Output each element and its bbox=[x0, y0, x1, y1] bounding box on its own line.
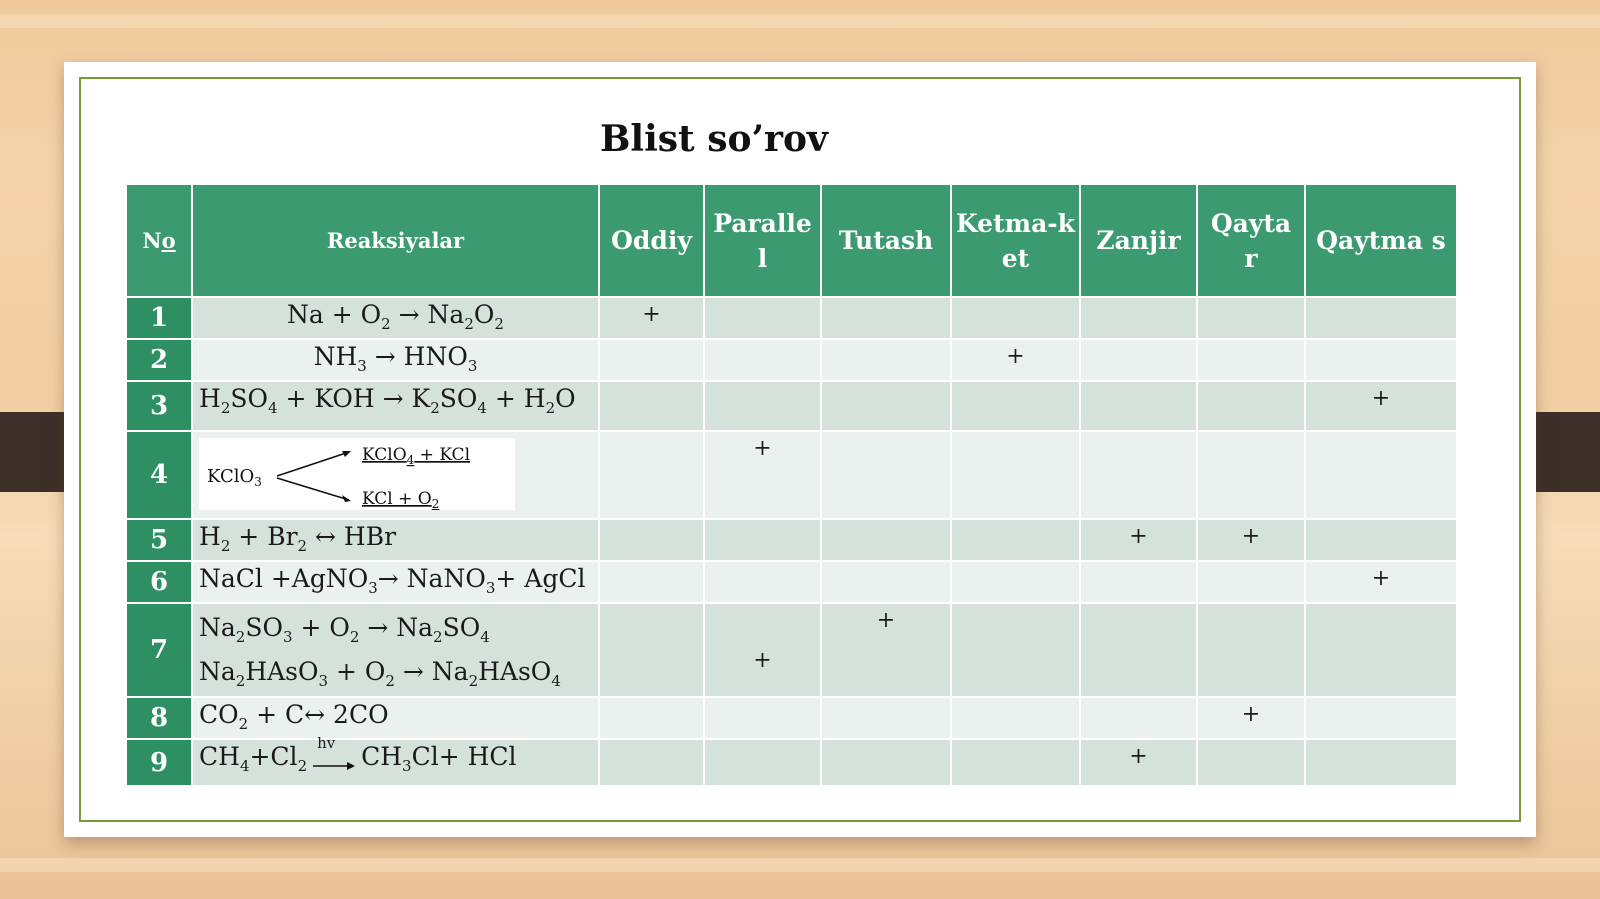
mark-cell-parallel bbox=[704, 339, 821, 381]
mark-cell-simple bbox=[599, 603, 704, 697]
mark-cell-simple bbox=[599, 431, 704, 519]
mark-cell-reversible bbox=[1197, 519, 1305, 561]
mark-cell-reversibles bbox=[1305, 561, 1457, 603]
reaction-cell bbox=[192, 381, 599, 431]
plus-mark: + bbox=[753, 648, 772, 673]
mark-cell-consecutive bbox=[821, 431, 951, 519]
header-consecutive: Tutash bbox=[821, 185, 951, 297]
mark-cell-simple bbox=[599, 697, 704, 739]
mark-cell-reversible bbox=[1197, 381, 1305, 431]
mark-cell-reversibles bbox=[1305, 339, 1457, 381]
mark-cell-parallel bbox=[704, 431, 821, 519]
table-row bbox=[127, 603, 1457, 697]
mark-cell-reversible bbox=[1197, 339, 1305, 381]
reaction-right-side: $CH_3Cl+$ HCl bbox=[361, 742, 517, 775]
mark-cell-reversibles bbox=[1305, 297, 1457, 339]
mark-cell-sequential bbox=[951, 561, 1080, 603]
mark-cell-reversible bbox=[1197, 431, 1305, 519]
mark-cell-consecutive bbox=[821, 603, 951, 697]
mark-cell-chain bbox=[1080, 561, 1197, 603]
branch-arrow-top bbox=[277, 452, 349, 476]
mark-cell-simple bbox=[599, 519, 704, 561]
mark-cell-simple bbox=[599, 339, 704, 381]
mark-cell-consecutive bbox=[821, 519, 951, 561]
mark-cell-reversible bbox=[1197, 297, 1305, 339]
reaction-equation: $Na_2SO_3 + O_2 \to Na_2SO_4$ bbox=[199, 613, 490, 646]
mark-cell-reversibles bbox=[1305, 603, 1457, 697]
mark-cell-sequential bbox=[951, 739, 1080, 785]
table-header-row bbox=[127, 185, 1457, 297]
row-number: 8 bbox=[127, 697, 192, 739]
row-number: 2 bbox=[127, 339, 192, 381]
reaction-equation: $Na + O_2 \to Na_2O_2$ bbox=[287, 300, 504, 333]
row-number: 7 bbox=[127, 603, 192, 697]
mark-cell-consecutive bbox=[821, 381, 951, 431]
mark-cell-parallel bbox=[704, 603, 821, 697]
header-reversibles: Qaytma s bbox=[1305, 185, 1457, 297]
bottom-products-label: KCl + $O_2$ bbox=[362, 489, 440, 510]
mark-cell-reversible bbox=[1197, 739, 1305, 785]
plus-mark: + bbox=[1129, 524, 1148, 549]
reaction-left-side: $CH_4+Cl_2$ bbox=[199, 742, 308, 775]
mark-cell-consecutive bbox=[821, 697, 951, 739]
row-number: 6 bbox=[127, 561, 192, 603]
mark-cell-parallel bbox=[704, 381, 821, 431]
header-no: No bbox=[127, 185, 192, 297]
reaction-equation: $H_2 + Br_2$ ↔ HBr bbox=[199, 522, 397, 555]
plus-mark: + bbox=[876, 608, 896, 633]
mark-cell-reversibles bbox=[1305, 381, 1457, 431]
reaction-cell bbox=[192, 339, 599, 381]
slide-title: Blist so’rov bbox=[600, 118, 828, 160]
row-number: 4 bbox=[127, 431, 192, 519]
table-row bbox=[127, 519, 1457, 561]
reaction-cell bbox=[192, 431, 599, 519]
plus-mark: + bbox=[1241, 702, 1261, 727]
mark-cell-simple bbox=[599, 297, 704, 339]
reaction-equation: $NH_3 \to HNO_3$ bbox=[313, 342, 478, 375]
header-chain: Zanjir bbox=[1080, 185, 1197, 297]
reactant-label: KClO$_3$ bbox=[207, 466, 262, 489]
table-row bbox=[127, 431, 1457, 519]
mark-cell-simple bbox=[599, 739, 704, 785]
header-reactions: Reaksiyalar bbox=[192, 185, 599, 297]
mark-cell-reversible bbox=[1197, 697, 1305, 739]
mark-cell-sequential bbox=[951, 519, 1080, 561]
mark-cell-sequential bbox=[951, 697, 1080, 739]
row-number: 5 bbox=[127, 519, 192, 561]
mark-cell-sequential bbox=[951, 431, 1080, 519]
mark-cell-parallel bbox=[704, 519, 821, 561]
mark-cell-sequential bbox=[951, 381, 1080, 431]
reactions-table bbox=[127, 185, 1458, 785]
mark-cell-parallel bbox=[704, 561, 821, 603]
mark-cell-reversibles bbox=[1305, 697, 1457, 739]
reaction-condition: hv bbox=[317, 733, 336, 752]
mark-cell-chain bbox=[1080, 519, 1197, 561]
mark-cell-parallel bbox=[704, 697, 821, 739]
mark-cell-simple bbox=[599, 561, 704, 603]
plus-mark: + bbox=[1371, 386, 1391, 411]
row-number: 3 bbox=[127, 381, 192, 431]
mark-cell-chain bbox=[1080, 431, 1197, 519]
table-row bbox=[127, 339, 1457, 381]
mark-cell-chain bbox=[1080, 603, 1197, 697]
reaction-cell bbox=[192, 519, 599, 561]
mark-cell-consecutive bbox=[821, 739, 951, 785]
light-condition-arrow bbox=[311, 733, 357, 772]
header-sequential: Ketma-ket bbox=[951, 185, 1080, 297]
top-products-label: KClO$_4$ + KCl bbox=[362, 445, 471, 467]
plus-mark: + bbox=[642, 302, 661, 327]
mark-cell-reversible bbox=[1197, 603, 1305, 697]
header-parallel: Paralle l bbox=[704, 185, 821, 297]
mark-cell-parallel bbox=[704, 739, 821, 785]
mark-cell-sequential bbox=[951, 297, 1080, 339]
header-simple: Oddiy bbox=[599, 185, 704, 297]
mark-cell-sequential bbox=[951, 603, 1080, 697]
plus-mark: + bbox=[1371, 566, 1391, 591]
reaction-equation: NaCl +AgNO$_3$→ NaNO$_3$+ AgCl bbox=[199, 564, 586, 597]
table-row bbox=[127, 739, 1457, 785]
table-row bbox=[127, 297, 1457, 339]
reaction-equation: $CO_2$ + C↔ 2CO bbox=[199, 700, 389, 733]
mark-cell-chain bbox=[1080, 739, 1197, 785]
reaction-equation: $Na_2HAsO_3 + O_2$ → $Na_2HAsO_4$ bbox=[199, 657, 561, 690]
table-row bbox=[127, 381, 1457, 431]
mark-cell-sequential bbox=[951, 339, 1080, 381]
mark-cell-consecutive bbox=[821, 561, 951, 603]
mark-cell-consecutive bbox=[821, 297, 951, 339]
branch-arrow-bottom bbox=[277, 478, 349, 500]
reaction-cell bbox=[192, 561, 599, 603]
branching-reaction-diagram bbox=[199, 438, 515, 510]
mark-cell-consecutive bbox=[821, 339, 951, 381]
reaction-equation: $H_2SO_4$ + KOH → $K_2SO_4 + H_2O$ bbox=[199, 384, 576, 417]
mark-cell-chain bbox=[1080, 697, 1197, 739]
header-reversible: Qayta r bbox=[1197, 185, 1305, 297]
mark-cell-chain bbox=[1080, 339, 1197, 381]
plus-mark: + bbox=[753, 436, 772, 461]
mark-cell-simple bbox=[599, 381, 704, 431]
row-number: 1 bbox=[127, 297, 192, 339]
row-number: 9 bbox=[127, 739, 192, 785]
mark-cell-reversibles bbox=[1305, 519, 1457, 561]
plus-mark: + bbox=[1129, 744, 1148, 769]
mark-cell-reversibles bbox=[1305, 739, 1457, 785]
table-row bbox=[127, 561, 1457, 603]
mark-cell-chain bbox=[1080, 381, 1197, 431]
plus-mark: + bbox=[1006, 344, 1025, 369]
reaction-cell bbox=[192, 697, 599, 739]
mark-cell-reversibles bbox=[1305, 431, 1457, 519]
mark-cell-reversible bbox=[1197, 561, 1305, 603]
slide-card bbox=[64, 62, 1536, 837]
reaction-cell bbox=[192, 603, 599, 697]
reaction-cell bbox=[192, 297, 599, 339]
reaction-cell bbox=[192, 733, 599, 785]
mark-cell-parallel bbox=[704, 297, 821, 339]
mark-cell-chain bbox=[1080, 297, 1197, 339]
plus-mark: + bbox=[1241, 524, 1261, 549]
